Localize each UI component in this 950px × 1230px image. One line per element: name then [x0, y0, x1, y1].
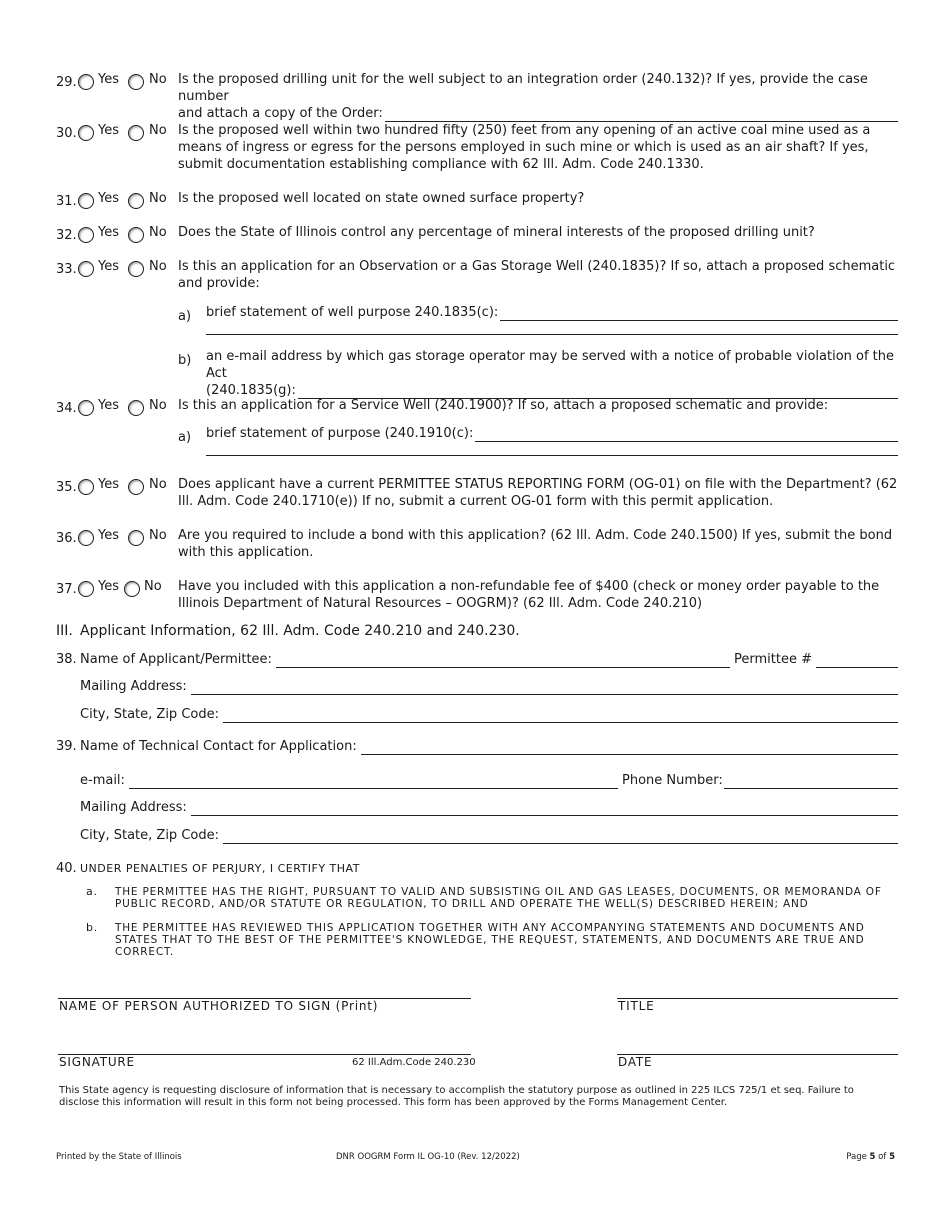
date-line[interactable]: [617, 1054, 898, 1055]
sub-label: b): [178, 353, 192, 368]
question-32: [56, 224, 898, 244]
question-text: Is the proposed well located on state owned surface property?: [178, 191, 585, 206]
yes-radio[interactable]: [78, 530, 94, 546]
certification-item-a: [86, 886, 898, 910]
page-current: 5: [869, 1152, 876, 1162]
question-number: 38.: [56, 652, 77, 667]
no-radio[interactable]: [128, 530, 144, 546]
printed-by: Printed by the State of Illinois: [56, 1152, 182, 1162]
title-label: TITLE: [618, 999, 655, 1013]
question-text: Is this an application for a Service Well (240.1900)? If so, attach a proposed schematic and provide:: [178, 398, 829, 413]
technical-contact-row: [80, 738, 898, 755]
no-label: No: [149, 123, 167, 138]
applicant-mailing-field[interactable]: [191, 681, 898, 695]
no-radio[interactable]: [128, 74, 144, 90]
question-number: 29.: [56, 75, 77, 90]
yes-label: Yes: [98, 477, 119, 492]
item-text: THE PERMITTEE HAS REVIEWED THIS APPLICATION TOGETHER WITH ANY ACCOMPANYING STATEMENTS AND DOCUMENTS AND STATES THAT TO THE BEST OF THE PERMITTEE'S KNOWLEDGE, THE REQUEST, STATEMENTS, AND DOCUMENTS ARE TRUE AND CORRECT.: [115, 922, 865, 958]
question-34: [56, 397, 898, 457]
phone-label: Phone Number:: [622, 773, 723, 788]
sub-label: a): [178, 309, 192, 324]
sub-text: brief statement of purpose (240.1910(c):: [206, 426, 474, 441]
contact-mailing-field[interactable]: [191, 802, 898, 816]
question-29: [56, 71, 898, 121]
no-label: No: [149, 72, 167, 87]
form-id: DNR OOGRM Form IL OG-10 (Rev. 12/2022): [336, 1152, 520, 1162]
question-number: 30.: [56, 126, 77, 141]
question-text: Does the State of Illinois control any percentage of mineral interests of the proposed drilling unit?: [178, 225, 815, 240]
applicant-city-field[interactable]: [223, 709, 898, 723]
permittee-row: [734, 651, 898, 668]
question-text: Does applicant have a current PERMITTEE STATUS REPORTING FORM (OG-01) on file with the Department? (62 Ill. Adm. Code 240.1710(e)) If no, submit a current OG-01 form with this permit application.: [178, 477, 898, 509]
no-radio[interactable]: [128, 193, 144, 209]
sub-item-a: [178, 304, 898, 338]
yes-label: Yes: [98, 579, 119, 594]
question-36: [56, 527, 898, 563]
print-name-label: NAME OF PERSON AUTHORIZED TO SIGN (Print): [59, 999, 379, 1013]
section-title: Applicant Information, 62 Ill. Adm. Code 240.210 and 240.230.: [80, 623, 520, 639]
signature-label: SIGNATURE: [59, 1055, 135, 1069]
yes-label: Yes: [98, 225, 119, 240]
service-purpose-field-line2[interactable]: [206, 455, 898, 456]
no-radio[interactable]: [128, 227, 144, 243]
no-label: No: [149, 477, 167, 492]
yes-label: Yes: [98, 398, 119, 413]
page-total: 5: [889, 1152, 895, 1162]
contact-city-row: [80, 827, 898, 844]
yes-radio[interactable]: [78, 581, 94, 597]
sub-text: an e-mail address by which gas storage operator may be served with a notice of probable violation of the Act: [206, 349, 895, 381]
sub-item-a: [178, 425, 898, 459]
date-label: DATE: [618, 1055, 653, 1069]
question-number: 35.: [56, 480, 77, 495]
sub-text: brief statement of well purpose 240.1835(c):: [206, 305, 499, 320]
no-radio[interactable]: [128, 125, 144, 141]
no-radio[interactable]: [128, 400, 144, 416]
no-label: No: [149, 225, 167, 240]
yes-radio[interactable]: [78, 400, 94, 416]
page-number: [846, 1152, 895, 1163]
question-text: Have you included with this application a non-refundable fee of $400 (check or money order payable to the Illinois Department of Natural Resources – OOGRM)? (62 Ill. Adm. Code 240.210): [178, 579, 880, 611]
question-number: 32.: [56, 228, 77, 243]
page-of: of: [875, 1152, 890, 1162]
item-text: THE PERMITTEE HAS THE RIGHT, PURSUANT TO VALID AND SUBSISTING OIL AND GAS LEASES, DOCUMENTS, OR MEMORANDA OF PUBLIC RECORD, AND/OR STATUTE OR REGULATION, TO DRILL AND OPERATE THE WELL(S) DESCRIBED HEREIN; AND: [115, 886, 882, 910]
question-33: [56, 258, 898, 398]
disclosure-text: This State agency is requesting disclosure of information that is necessary to accomplish the statutory purpose as outlined in 225 ILCS 725/1 et seq. Failure to disclose this information will result in this form not being processed. This form has been approved by the Forms Management Center.: [59, 1085, 854, 1108]
sub-text-cont: (240.1835(g):: [206, 383, 296, 398]
phone-row: [622, 772, 898, 789]
city-state-zip-label: City, State, Zip Code:: [80, 828, 219, 843]
email-field[interactable]: [129, 775, 618, 789]
permittee-number-label: Permittee #: [734, 652, 812, 667]
contact-mailing-row: [80, 799, 898, 816]
service-purpose-field[interactable]: [475, 428, 898, 442]
case-number-field[interactable]: [385, 108, 898, 122]
well-purpose-field[interactable]: [500, 307, 898, 321]
mailing-address-label: Mailing Address:: [80, 800, 187, 815]
technical-contact-field[interactable]: [361, 741, 898, 755]
applicant-name-field[interactable]: [276, 654, 730, 668]
section-number: III.: [56, 623, 73, 639]
question-text: Is the proposed well within two hundred fifty (250) feet from any opening of an active coal mine used as a means of ingress or egress for the persons employed in such mine or which is used as an air shaft? If yes, submit documentation establishing compliance with 62 Ill. Adm. Code 240.1330.: [178, 123, 871, 172]
yes-radio[interactable]: [78, 125, 94, 141]
applicant-name-row: [80, 651, 730, 668]
yes-label: Yes: [98, 528, 119, 543]
question-number: 36.: [56, 531, 77, 546]
item-label: a.: [86, 885, 98, 898]
applicant-name-label: Name of Applicant/Permittee:: [80, 652, 272, 667]
no-label: No: [149, 398, 167, 413]
question-31: [56, 190, 898, 210]
yes-radio[interactable]: [78, 261, 94, 277]
question-37: [56, 578, 898, 614]
phone-field[interactable]: [724, 775, 898, 789]
sub-label: a): [178, 430, 192, 445]
yes-label: Yes: [98, 191, 119, 206]
question-number: 39.: [56, 739, 77, 754]
no-radio[interactable]: [128, 479, 144, 495]
question-30: [56, 122, 898, 174]
no-label: No: [144, 579, 162, 594]
yes-radio[interactable]: [78, 479, 94, 495]
yes-radio[interactable]: [78, 193, 94, 209]
city-state-zip-label: City, State, Zip Code:: [80, 707, 219, 722]
technical-contact-label: Name of Technical Contact for Application:: [80, 739, 357, 754]
applicant-city-row: [80, 706, 898, 723]
question-number: 33.: [56, 262, 77, 277]
yes-radio[interactable]: [78, 74, 94, 90]
contact-city-field[interactable]: [223, 830, 898, 844]
section-heading: [56, 622, 520, 640]
question-text: Are you required to include a bond with this application? (62 Ill. Adm. Code 240.1500) If yes, submit the bond with this application.: [178, 528, 893, 560]
no-label: No: [149, 528, 167, 543]
question-text: Is this an application for an Observation or a Gas Storage Well (240.1835)? If so, attach a proposed schematic and provide:: [178, 259, 896, 291]
code-reference: 62 Ill.Adm.Code 240.230: [352, 1057, 476, 1068]
question-text-cont: and attach a copy of the Order:: [178, 106, 383, 121]
permittee-number-field[interactable]: [816, 654, 898, 668]
no-radio[interactable]: [128, 261, 144, 277]
title-line[interactable]: [617, 998, 898, 999]
question-number: 37.: [56, 582, 77, 597]
question-number: 31.: [56, 194, 77, 209]
no-label: No: [149, 191, 167, 206]
email-label: e-mail:: [80, 773, 125, 788]
email-row: [80, 772, 618, 789]
sub-item-b: [178, 348, 898, 398]
yes-label: Yes: [98, 123, 119, 138]
no-label: No: [149, 259, 167, 274]
well-purpose-field-line2[interactable]: [206, 334, 898, 335]
certification-heading: UNDER PENALTIES OF PERJURY, I CERTIFY THAT: [80, 862, 360, 875]
question-35: [56, 476, 898, 512]
item-label: b.: [86, 921, 99, 934]
question-number: 34.: [56, 401, 77, 416]
question-number: 40.: [56, 861, 77, 876]
certification-item-b: [86, 922, 898, 958]
yes-label: Yes: [98, 259, 119, 274]
yes-radio[interactable]: [78, 227, 94, 243]
question-text: Is the proposed drilling unit for the well subject to an integration order (240.132)? If yes, provide the case number: [178, 72, 868, 104]
applicant-mailing-row: [80, 678, 898, 695]
no-radio[interactable]: [124, 581, 140, 597]
yes-label: Yes: [98, 72, 119, 87]
mailing-address-label: Mailing Address:: [80, 679, 187, 694]
page-prefix: Page: [846, 1152, 870, 1162]
